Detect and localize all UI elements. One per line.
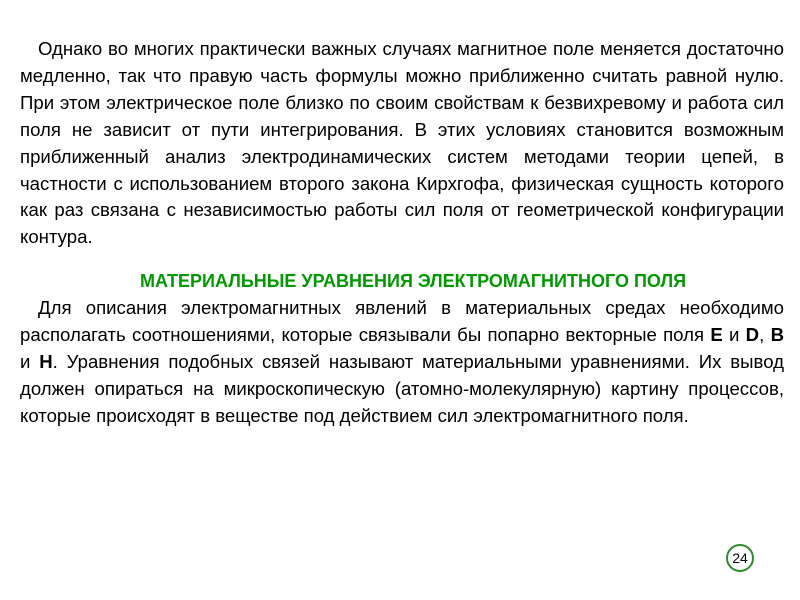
paragraph-intro: Однако во многих практически важных случаях магнитное поле меняется достаточно медленно, так что правую часть формулы можно приближенно считать равной нулю. При этом электрическое поле близко по своим свойствам к безвихревому и работа сил поля не зависит от пути интегрирования. В этих условиях становится возможным приближенный анализ электродинамических систем методами теории цепей, в частности с использованием второго закона Кирхгофа, физическая сущность которого как раз связана с независимостью работы сил поля от геометрической конфигурации контура. [20, 38, 784, 248]
paragraph2-text-part1: Для описания электромагнитных явлений в материальных средах необходимо располагать соотношениями, которые связывали бы попарно векторные поля [20, 297, 784, 346]
vector-d: D [745, 324, 760, 346]
section-heading: МАТЕРИАЛЬНЫЕ УРАВНЕНИЯ ЭЛЕКТРОМАГНИТНОГО ПОЛЯ [139, 271, 687, 292]
paragraph2-and-2: и [20, 351, 40, 373]
paragraph-material-equations [20, 295, 784, 430]
paragraph-spacer [20, 251, 784, 268]
paragraph2-text-part2: . Уравнения подобных связей называют материальными уравнениями. Их вывод должен опираться на микроскопическую (атомно-молекулярную) картину процессов, которые происходят в веществе под действием сил электромагнитного поля. [20, 351, 784, 426]
vector-e: E [710, 324, 723, 346]
vector-h: H [39, 351, 53, 373]
slide-content [20, 36, 784, 430]
page-number: 24 [732, 550, 748, 566]
page-number-badge [726, 544, 754, 572]
paragraph2-and-1: и [722, 324, 746, 346]
vector-b: B [770, 324, 784, 346]
paragraph2-comma: , [759, 324, 771, 346]
